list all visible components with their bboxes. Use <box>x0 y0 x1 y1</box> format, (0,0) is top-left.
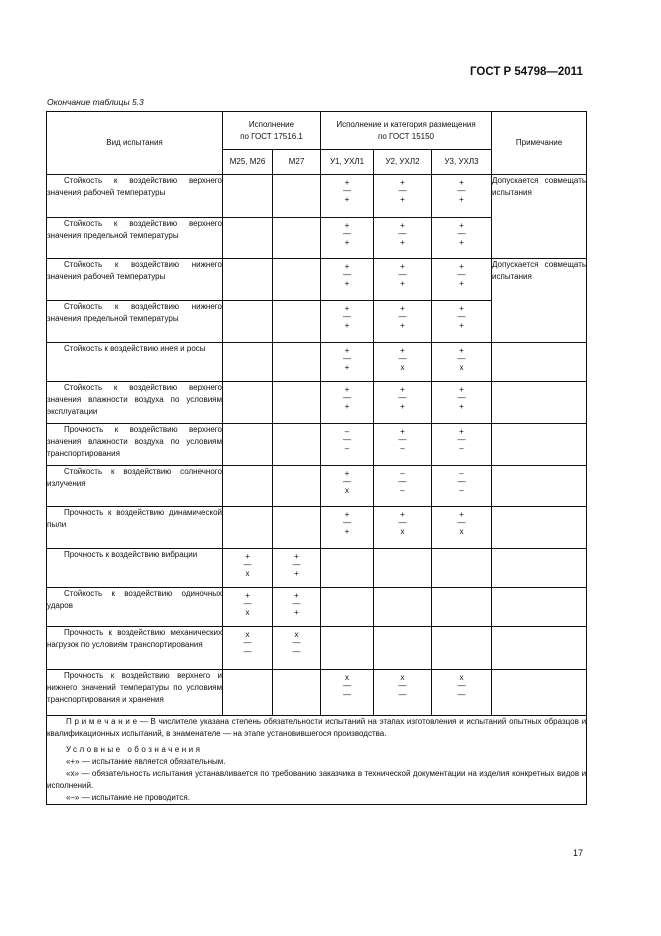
numerator: – <box>400 469 405 478</box>
numerator: + <box>245 552 250 561</box>
mark-u2 <box>374 627 432 670</box>
denominator: + <box>400 279 405 288</box>
numerator: + <box>294 552 299 561</box>
mark-u2 <box>374 343 432 382</box>
numerator: + <box>344 221 350 230</box>
mark-m25 <box>223 382 273 424</box>
note-cell: Допускается совмещать испытания <box>492 175 587 259</box>
mark-u2 <box>374 670 432 716</box>
note-cell <box>492 549 587 588</box>
mark-u3 <box>432 218 492 259</box>
numerator: – <box>459 469 464 478</box>
mark-m25 <box>223 218 273 259</box>
denominator: + <box>400 321 405 330</box>
numerator: + <box>344 262 350 271</box>
fraction-bar: — <box>398 186 407 195</box>
fraction-bar: — <box>343 393 351 402</box>
mark-u1 <box>321 301 374 343</box>
denominator: – <box>459 486 464 495</box>
numerator: + <box>400 304 405 313</box>
mark-u3 <box>432 301 492 343</box>
test-name-text: Стойкость к воздействию верхнего значения рабочей температуры <box>47 176 222 197</box>
test-name <box>47 259 223 301</box>
denominator: + <box>344 279 350 288</box>
header-u3: У3, УХЛ3 <box>432 150 492 175</box>
fraction-bar: — <box>457 477 466 486</box>
document-id: ГОСТ Р 54798—2011 <box>470 66 583 78</box>
denominator: + <box>459 195 464 204</box>
fraction-bar: — <box>343 312 351 321</box>
mark-m27 <box>273 382 321 424</box>
denominator: + <box>400 238 405 247</box>
numerator: + <box>400 510 405 519</box>
denominator: + <box>344 363 350 372</box>
table-row <box>47 259 587 301</box>
numerator: + <box>459 346 464 355</box>
fraction-bar: — <box>457 354 466 363</box>
fraction-bar: — <box>398 270 407 279</box>
denominator: + <box>459 402 464 411</box>
denominator: х <box>459 363 464 372</box>
test-name <box>47 549 223 588</box>
mark-m27 <box>273 301 321 343</box>
test-name-text: Стойкость к воздействию одиночных ударов <box>47 589 222 610</box>
denominator: х <box>459 527 464 536</box>
fraction-bar: — <box>398 681 407 690</box>
fraction-bar: — <box>343 477 351 486</box>
test-name-text: Прочность к воздействию динамической пыли <box>47 508 222 529</box>
mark-u1 <box>321 343 374 382</box>
mark-u2 <box>374 466 432 507</box>
mark-m25 <box>223 343 273 382</box>
header-exec-gost: Исполнение по ГОСТ 17516.1 <box>223 112 321 150</box>
mark-m25 <box>223 424 273 466</box>
fraction-bar: — <box>343 681 351 690</box>
test-name-text: Стойкость к воздействию верхнего значения влажности воздуха по условиям эксплуатации <box>47 383 222 416</box>
test-name <box>47 588 223 627</box>
table-row <box>47 424 587 466</box>
numerator: + <box>400 385 405 394</box>
denominator: х <box>245 608 250 617</box>
fraction-bar: — <box>292 599 301 608</box>
mark-u2 <box>374 424 432 466</box>
table-row <box>47 466 587 507</box>
header-m27: М27 <box>273 150 321 175</box>
mark-u1 <box>321 507 374 549</box>
numerator: х <box>245 630 250 639</box>
table-row <box>47 175 587 218</box>
header-u1: У1, УХЛ1 <box>321 150 374 175</box>
denominator: + <box>400 195 405 204</box>
denominator: + <box>459 238 464 247</box>
mark-u2 <box>374 382 432 424</box>
fraction-bar: — <box>457 270 466 279</box>
test-name <box>47 175 223 218</box>
test-name <box>47 218 223 259</box>
mark-u1 <box>321 382 374 424</box>
numerator: + <box>344 346 350 355</box>
mark-m27 <box>273 588 321 627</box>
header-u2: У2, УХЛ2 <box>374 150 432 175</box>
numerator: + <box>344 304 350 313</box>
mark-u2 <box>374 218 432 259</box>
mark-u1 <box>321 588 374 627</box>
note-cell <box>492 627 587 670</box>
page-number: 17 <box>573 848 584 858</box>
denominator: х <box>345 486 349 495</box>
test-name-text: Стойкость к воздействию нижнего значения предельной температуры <box>47 302 222 323</box>
header-m25-m26: М25, М26 <box>223 150 273 175</box>
numerator: + <box>400 178 405 187</box>
fraction-bar: — <box>457 312 466 321</box>
test-name <box>47 627 223 670</box>
test-name-text: Прочность к воздействию механических нагрузок по условиям транспортирования <box>47 628 222 649</box>
header-note: Примечание <box>492 112 587 175</box>
note-cell <box>492 466 587 507</box>
fraction-bar: — <box>457 393 466 402</box>
note-cell <box>492 343 587 382</box>
numerator: + <box>459 385 464 394</box>
mark-u1 <box>321 627 374 670</box>
denominator: + <box>344 402 350 411</box>
fraction-bar: — <box>243 599 252 608</box>
mark-m25 <box>223 259 273 301</box>
fraction-bar: — <box>398 518 407 527</box>
note-cell <box>492 670 587 716</box>
mark-u3 <box>432 175 492 218</box>
denominator: + <box>344 238 350 247</box>
denominator: х <box>400 527 405 536</box>
fraction-bar: — <box>457 186 466 195</box>
test-name-text: Стойкость к воздействию инея и росы <box>64 344 206 353</box>
fraction-bar: — <box>343 229 351 238</box>
mark-m25 <box>223 670 273 716</box>
denominator: – <box>344 444 350 453</box>
denominator: + <box>294 569 299 578</box>
note-label: П р и м е ч а н и е — <box>66 717 148 726</box>
denominator: + <box>344 321 350 330</box>
numerator: + <box>294 591 299 600</box>
numerator: + <box>400 221 405 230</box>
numerator: + <box>459 304 464 313</box>
fraction-bar: — <box>398 477 407 486</box>
denominator: – <box>459 444 464 453</box>
mark-u1 <box>321 670 374 716</box>
mark-u2 <box>374 175 432 218</box>
test-name <box>47 424 223 466</box>
test-name <box>47 507 223 549</box>
fraction-bar: — <box>457 229 466 238</box>
test-name <box>47 670 223 716</box>
fraction-bar: — <box>343 186 351 195</box>
numerator: + <box>344 510 350 519</box>
fraction-bar: — <box>292 638 301 647</box>
mark-u3 <box>432 588 492 627</box>
table-row <box>47 670 587 716</box>
test-name-text: Прочность к воздействию верхнего и нижнего значений температуры по условиям транспортирования и хранения <box>47 671 222 704</box>
mark-m27 <box>273 424 321 466</box>
fraction-bar: — <box>398 312 407 321</box>
numerator: + <box>344 469 350 478</box>
denominator: — <box>343 690 351 699</box>
test-name-text: Прочность к воздействию верхнего значения влажности воздуха по условиям транспортирования <box>47 425 222 458</box>
numerator: + <box>400 262 405 271</box>
denominator: – <box>400 444 405 453</box>
fraction-bar: — <box>457 518 466 527</box>
table-row <box>47 588 587 627</box>
denominator: – <box>400 486 405 495</box>
mark-u1 <box>321 175 374 218</box>
numerator: – <box>344 427 350 436</box>
mark-u2 <box>374 549 432 588</box>
table-row <box>47 382 587 424</box>
mark-u1 <box>321 424 374 466</box>
mark-u2 <box>374 588 432 627</box>
mark-m27 <box>273 175 321 218</box>
legend-title: Условные обозначения <box>66 745 203 754</box>
denominator: + <box>459 321 464 330</box>
fraction-bar: — <box>398 435 407 444</box>
table-row <box>47 627 587 670</box>
denominator: + <box>400 402 405 411</box>
numerator: х <box>459 673 464 682</box>
fraction-bar: — <box>243 638 252 647</box>
mark-u3 <box>432 627 492 670</box>
test-name <box>47 382 223 424</box>
test-name-text: Стойкость к воздействию солнечного излучения <box>47 467 222 488</box>
table-row <box>47 343 587 382</box>
denominator: + <box>294 608 299 617</box>
numerator: + <box>459 510 464 519</box>
fraction-bar: — <box>292 560 301 569</box>
mark-m27 <box>273 549 321 588</box>
fraction-bar: — <box>457 435 466 444</box>
mark-m25 <box>223 175 273 218</box>
mark-m25 <box>223 627 273 670</box>
table-footer <box>47 716 587 805</box>
mark-u2 <box>374 507 432 549</box>
denominator: — <box>457 690 466 699</box>
mark-u2 <box>374 259 432 301</box>
mark-u1 <box>321 218 374 259</box>
denominator: + <box>344 195 350 204</box>
fraction-bar: — <box>398 229 407 238</box>
test-name-text: Стойкость к воздействию нижнего значения рабочей температуры <box>47 260 222 281</box>
mark-u3 <box>432 343 492 382</box>
denominator: х <box>245 569 250 578</box>
mark-m25 <box>223 588 273 627</box>
mark-u3 <box>432 549 492 588</box>
numerator: + <box>459 178 464 187</box>
mark-m25 <box>223 507 273 549</box>
test-name-text: Прочность к воздействию вибрации <box>64 550 198 559</box>
note-cell <box>492 424 587 466</box>
fraction-bar: — <box>343 270 351 279</box>
note-text: В числителе указана степень обязательности испытаний на этапах изготовления и испытаний опытных образцов и квалификационных испытаний, в знаменателе — на этапе установившегося производства. <box>47 717 587 738</box>
mark-u3 <box>432 507 492 549</box>
mark-m27 <box>273 466 321 507</box>
numerator: + <box>459 262 464 271</box>
mark-u3 <box>432 382 492 424</box>
numerator: + <box>245 591 250 600</box>
numerator: х <box>400 673 405 682</box>
note-cell <box>492 588 587 627</box>
test-name-text: Стойкость к воздействию верхнего значения предельной температуры <box>47 219 222 240</box>
legend-plus: «+» — испытание является обязательным. <box>66 757 226 766</box>
mark-u1 <box>321 549 374 588</box>
legend-x: «х» — обязательность испытания устанавливается по требованию заказчика в технической документации на изделия конкретных видов и исполнений. <box>47 769 587 790</box>
fraction-bar: — <box>398 393 407 402</box>
numerator: + <box>459 427 464 436</box>
denominator: х <box>400 363 405 372</box>
denominator: — <box>292 647 301 656</box>
fraction-bar: — <box>457 681 466 690</box>
numerator: + <box>400 346 405 355</box>
mark-m27 <box>273 507 321 549</box>
test-name <box>47 343 223 382</box>
denominator: — <box>398 690 407 699</box>
numerator: + <box>344 178 350 187</box>
fraction-bar: — <box>343 354 351 363</box>
mark-m25 <box>223 466 273 507</box>
note-cell <box>492 382 587 424</box>
mark-m27 <box>273 627 321 670</box>
mark-u3 <box>432 259 492 301</box>
legend-dash: «–» — испытание не проводится. <box>66 793 190 802</box>
fraction-bar: — <box>343 435 351 444</box>
numerator: + <box>400 427 405 436</box>
denominator: — <box>243 647 252 656</box>
mark-m27 <box>273 218 321 259</box>
note-cell <box>492 507 587 549</box>
mark-m27 <box>273 343 321 382</box>
mark-u3 <box>432 424 492 466</box>
table-caption: Окончание таблицы 5.3 <box>47 97 144 107</box>
test-name <box>47 466 223 507</box>
numerator: + <box>459 221 464 230</box>
mark-m25 <box>223 301 273 343</box>
fraction-bar: — <box>243 560 252 569</box>
header-test-type: Вид испытания <box>47 112 223 175</box>
mark-u1 <box>321 466 374 507</box>
numerator: х <box>345 673 349 682</box>
mark-u3 <box>432 466 492 507</box>
mark-u2 <box>374 301 432 343</box>
mark-u3 <box>432 670 492 716</box>
test-name <box>47 301 223 343</box>
numerator: + <box>344 385 350 394</box>
mark-m27 <box>273 670 321 716</box>
fraction-bar: — <box>398 354 407 363</box>
note-cell: Допускается совмещать испытания <box>492 259 587 343</box>
mark-u1 <box>321 259 374 301</box>
mark-m25 <box>223 549 273 588</box>
header-placement: Исполнение и категория размещения по ГОСТ 15150 <box>321 112 492 150</box>
mark-m27 <box>273 259 321 301</box>
numerator: х <box>294 630 299 639</box>
denominator: + <box>459 279 464 288</box>
fraction-bar: — <box>343 518 351 527</box>
table-row <box>47 507 587 549</box>
denominator: + <box>344 527 350 536</box>
table-row <box>47 549 587 588</box>
test-table <box>46 111 587 805</box>
